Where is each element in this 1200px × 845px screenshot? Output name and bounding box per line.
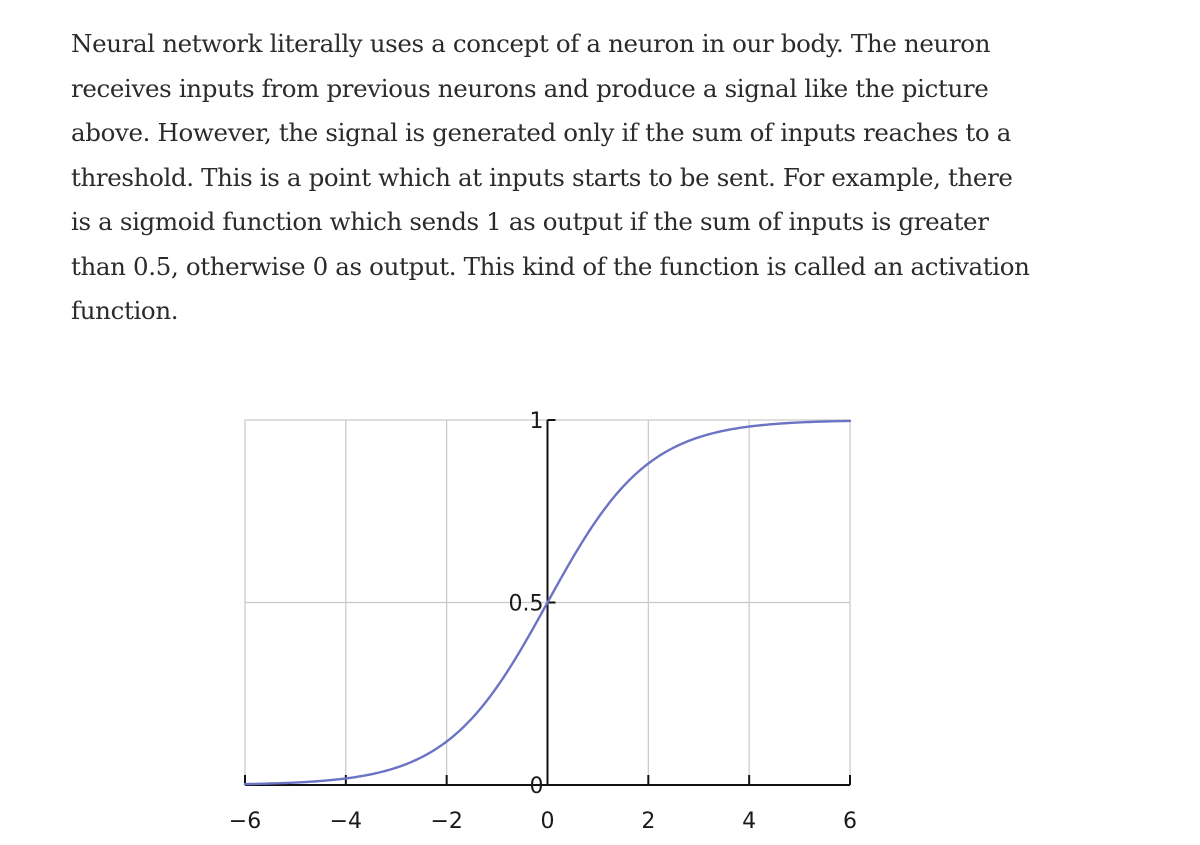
- y-tick-label-0: 0: [529, 774, 544, 799]
- x-tick-label-3: 0: [540, 809, 555, 834]
- x-tick-label-1: −4: [329, 809, 363, 834]
- x-tick-label-5: 4: [742, 809, 757, 834]
- article-paragraph: Neural network literally uses a concept of a neuron in our body. The neuron receives inputs from previous neurons and produce a signal like the picture above. However, the signal is generated only if the sum of inputs reaches to a threshold. This is a point which at inputs starts to be sent. For example, there is a sigmoid function which sends 1 as output if the sum of inputs is greater than 0.5, otherwise 0 as output. This kind of the function is called an activation function.: [71, 29, 1030, 325]
- x-tick-label-6: 6: [843, 809, 857, 834]
- tick-label-layer: [229, 409, 857, 834]
- y-tick-label-1: 0.5: [508, 591, 544, 617]
- y-tick-label-2: 1: [529, 409, 544, 434]
- sigmoid-figure: [0, 395, 1200, 845]
- sigmoid-chart: [0, 395, 1200, 845]
- x-tick-label-0: −6: [228, 809, 262, 834]
- x-tick-label-2: −2: [430, 809, 463, 834]
- x-tick-label-4: 2: [641, 809, 656, 834]
